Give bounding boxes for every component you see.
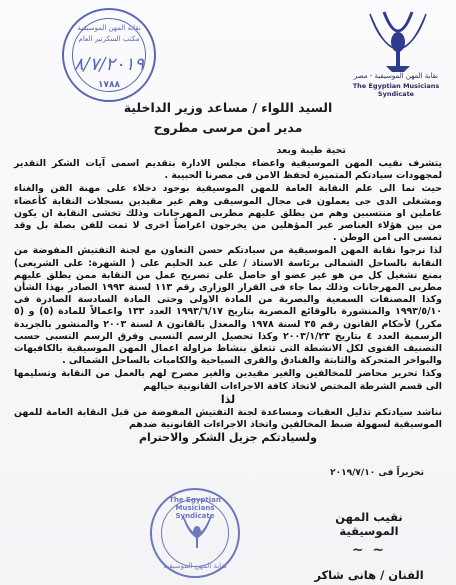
signature-block <box>304 510 434 582</box>
syndicate-seal <box>150 488 240 578</box>
addressee-subtitle: مدير امن مرسى مطروح <box>153 120 303 135</box>
paragraph-1: يتشرف نقيب المهن الموسيقية واعضاء مجلس الادارة بتقديم اسمى آيات الشكر التقدير لمجهودات سيادتكم المتميزة لحفظ الامن فى مصرنا الحبيبة . <box>14 158 442 182</box>
stamp-number: ١٧٨٨ <box>98 80 120 90</box>
stamp-date: ٨/٧/٢٠١٩ <box>73 54 145 75</box>
logo-english-text: The Egyptian Musicians Syndicate <box>352 82 440 98</box>
addressee-title: السيد اللواء / مساعد وزير الداخلية <box>123 100 333 115</box>
stamp-line-1: نقابة المهن الموسيقية <box>77 24 141 32</box>
signatory-title: نقيب المهن الموسيقية <box>335 510 403 538</box>
paragraph-2: حيث نما الى علم النقابة العامة للمهن الموسيقية بوجود دخلاء على مهنة الفن والغناء ومشغلى الدى جى يعملون فى مجال الموسيقى وهم غير مقيدين بسجلات النقابة كأعضاء عاملين او منتسبين وهم من يطلق عليهم مطربى المهرجانات وذلك تخشى النقابة ان يكون من بين هؤلاء العناصر غير المؤهلين من يخرجون اغراضاً اخرى لا تمت للفن بصلة بل وقد تمسى الى امن الوطن . <box>14 183 442 244</box>
signatory-name: الفنان / هانى شاكر <box>314 568 424 582</box>
stamp-line-2: مكتب السكرتير العام <box>78 35 140 43</box>
closing-paragraph: نناشد سيادتكم تذليل العقبات ومساعدة لجنة التفتيش المفوضة من قبل النقابة العامة للمهن الموسيقية لسهولة ضبط المخالفين واتخاذ الاجراءات القانونية ضدهم <box>14 407 442 431</box>
paragraph-3: لذا نرجوا نقابة المهن الموسيقية من سيادتكم حسن التعاون مع لجنة التفتيش المفوضة من النقابة بالساحل الشمالى برئاسة الاستاذ / على عبد الحليم على ( الشهرة: على الشريعى) بمنع تشغيل كل من هو غير عضو او حاصل على تصريح عمل من النقابة ممن يطلق عليهم مطربى المهرجانات وذلك بما جاء فى القرار الوزارى رقم ١١٣ لسنة ١٩٩٣ الصادر بهذا الشأن وكذا المصنفات السمعية والبصرية من المادة الاولى وحتى المادة السادسة الصادرة فى ١٩٩٣/٥/١٠ والمنشورة بالوقائع المصرية بتاريخ ١٩٩٣/٦/١٧ العدد ١٣٣ واعمالاً للمادة (٥) و (٥ مكرر) لأحكام القانون رقم ٣٥ لسنة ١٩٧٨ والمعدل بالقانون ٨ لسنة ٢٠٠٣ والمنشور بالجريدة الرسمية العدد ٤ بتاريخ ٢٠٠٣/١/٢٣ وكذا تحصيل الرسم النسبى وفرق الرسم النسبى حسب التصنيف الفنوى لكل الانشطة التى تتعلق بنشاط مزاولة اعمال المهن الموسيقية بالكافيهات والبواخر المتحركة والثابتة والفنادق والقرى السياحية والكامبات بالساحل الشمالى . <box>14 245 443 367</box>
logo-arabic-text: نقابة المهن الموسيقية - مصر <box>353 72 439 80</box>
letter-body <box>14 158 442 446</box>
seal-top-text: The Egyptian Musicians Syndicate <box>169 496 221 520</box>
seal-bottom-text: نقابة المهن الموسيقية <box>163 562 227 570</box>
greeting: تحية طيبة وبعد <box>276 145 346 156</box>
middle-heading: لذا <box>220 392 236 406</box>
issue-date: تحريراً فى ٢٠١٩/٧/١٠ <box>330 468 424 478</box>
registry-stamp <box>62 8 156 102</box>
paragraph-4: وكذا تحرير محاضر للمخالفين والغير مقيدين والغير مصرح لهم بالعمل من النقابة وتسليمها الى قسم الشرطة المختص لاتخاذ كافة الاجراءات القانونية حيالهم <box>14 368 442 392</box>
handwritten-signature: ~ ~ <box>351 542 387 558</box>
seal-emblem-icon <box>177 512 217 556</box>
thanks-line: ولسيادتكم جزيل الشكر والاحترام <box>138 431 317 445</box>
